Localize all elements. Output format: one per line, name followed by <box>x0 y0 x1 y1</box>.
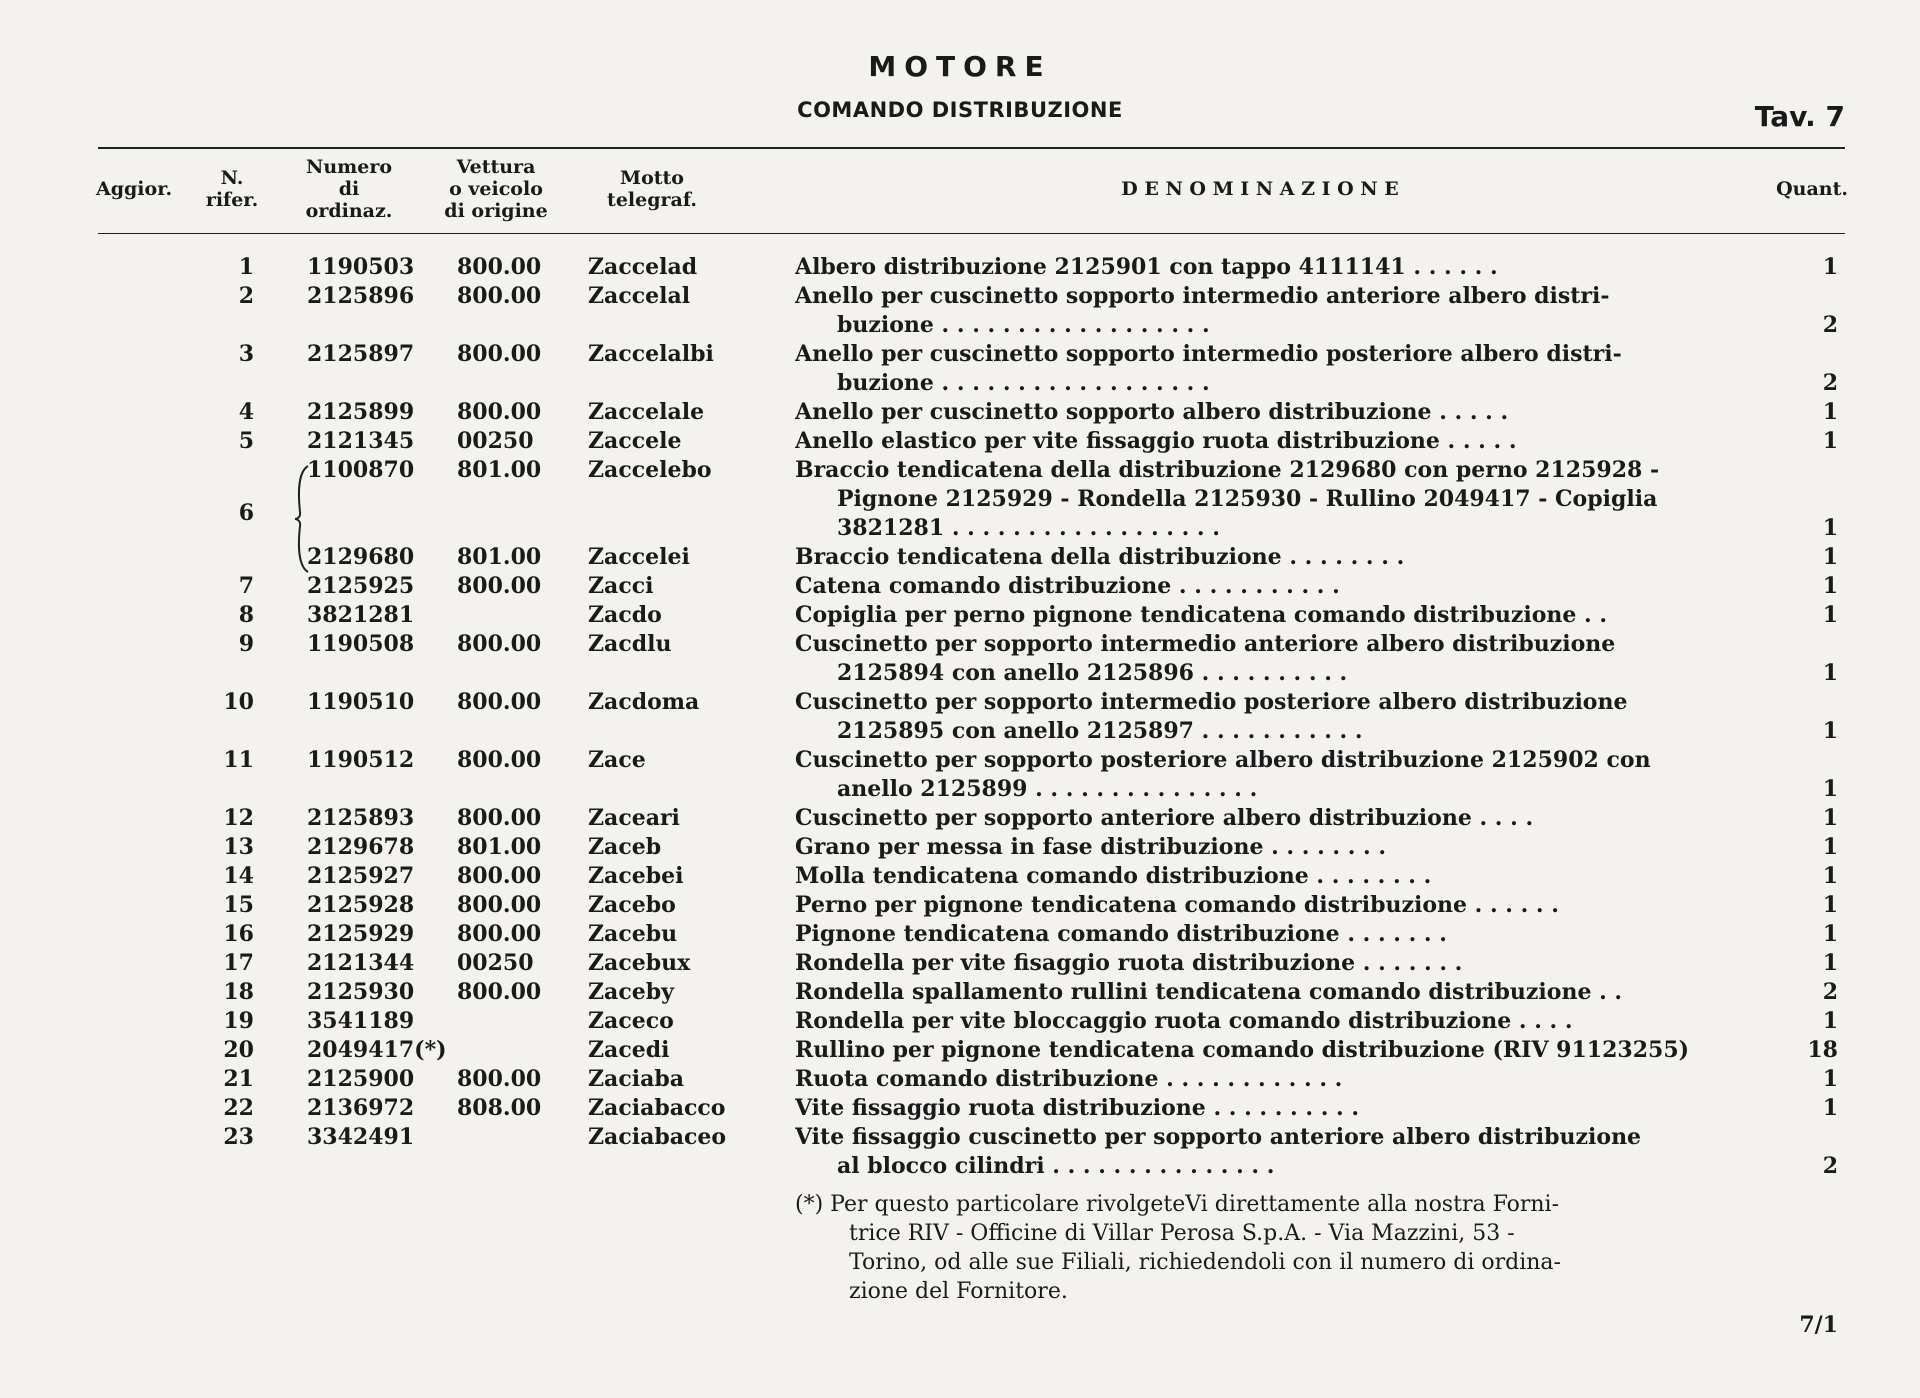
table-reference: Tav. 7 <box>1754 100 1845 133</box>
description-cell <box>795 1123 1765 1181</box>
rifer-cell: 2 <box>238 283 254 309</box>
col-numero: Numero di ordinaz. <box>305 156 393 222</box>
order-number-cell: 2129678 <box>307 834 415 860</box>
description-line: Ruota comando distribuzione . . . . . . . . . . . . <box>795 1066 1343 1092</box>
footnote-line: zione del Fornitore. <box>849 1279 1068 1304</box>
order-number-cell: 1100870 <box>307 457 415 483</box>
rifer-cell: 20 <box>223 1037 254 1063</box>
description-line: Vite fissaggio ruota distribuzione . . . . . . . . . . <box>795 1095 1359 1121</box>
order-number-cell: 1190508 <box>307 631 415 657</box>
col-motto: Motto telegraf. <box>607 167 697 211</box>
description-line: Anello per cuscinetto sopporto intermedio posteriore albero distri- <box>795 341 1622 367</box>
telegraph-code-cell: Zaceco <box>588 1008 674 1034</box>
page-subtitle: COMANDO DISTRIBUZIONE <box>797 98 1123 122</box>
description-cell <box>795 891 1765 920</box>
description-line: al blocco cilindri . . . . . . . . . . . . . . . <box>837 1153 1275 1179</box>
description-line: Pignone tendicatena comando distribuzione . . . . . . . <box>795 921 1447 947</box>
rifer-cell: 18 <box>223 979 254 1005</box>
rifer-cell: 8 <box>238 602 254 628</box>
description-cell <box>795 804 1765 833</box>
description-cell <box>795 253 1765 282</box>
description-line: Cuscinetto per sopporto intermedio anteriore albero distribuzione <box>795 631 1616 657</box>
description-line: Braccio tendicatena della distribuzione . . . . . . . . <box>795 544 1405 570</box>
vehicle-origin-cell: 801.00 <box>457 457 542 483</box>
quantity-cell: 1 <box>1822 254 1838 280</box>
description-line: Catena comando distribuzione . . . . . . . . . . . <box>795 573 1340 599</box>
description-line: Anello per cuscinetto sopporto intermedio anteriore albero distri- <box>795 283 1610 309</box>
vehicle-origin-cell: 00250 <box>457 428 534 454</box>
description-cell <box>795 1036 1765 1065</box>
telegraph-code-cell: Zacebei <box>588 863 684 889</box>
telegraph-code-cell: Zaccelale <box>588 399 705 425</box>
order-number-cell: 2121344 <box>307 950 415 976</box>
vehicle-origin-cell: 801.00 <box>457 544 542 570</box>
group-brace <box>294 464 310 574</box>
rifer-cell: 7 <box>238 573 254 599</box>
vehicle-origin-cell: 800.00 <box>457 573 542 599</box>
order-number-cell: 2129680 <box>307 544 415 570</box>
description-line: Albero distribuzione 2125901 con tappo 4111141 . . . . . . <box>795 254 1498 280</box>
vehicle-origin-cell: 800.00 <box>457 892 542 918</box>
footnote-line: trice RIV - Officine di Villar Perosa S.p.A. - Via Mazzini, 53 - <box>849 1221 1515 1246</box>
rifer-cell: 4 <box>238 399 254 425</box>
quantity-cell: 1 <box>1822 892 1838 918</box>
description-cell <box>795 1007 1765 1036</box>
telegraph-code-cell: Zaceby <box>588 979 674 1005</box>
description-line: Vite fissaggio cuscinetto per sopporto anteriore albero distribuzione <box>795 1124 1642 1150</box>
description-line: Pignone 2125929 - Rondella 2125930 - Rullino 2049417 - Copiglia <box>837 486 1658 512</box>
order-number-cell: 2125897 <box>307 341 415 367</box>
vehicle-origin-cell: 800.00 <box>457 254 542 280</box>
quantity-cell: 1 <box>1822 950 1838 976</box>
description-cell <box>795 978 1765 1007</box>
quantity-cell: 1 <box>1822 921 1838 947</box>
telegraph-code-cell: Zacebu <box>588 921 678 947</box>
rifer-cell: 3 <box>238 341 254 367</box>
rifer-cell: 22 <box>223 1095 254 1121</box>
vehicle-origin-cell: 800.00 <box>457 921 542 947</box>
quantity-cell: 1 <box>1822 602 1838 628</box>
description-line: Cuscinetto per sopporto anteriore albero distribuzione . . . . <box>795 805 1534 831</box>
description-cell <box>795 340 1765 398</box>
telegraph-code-cell: Zaceb <box>588 834 662 860</box>
order-number-cell: 2125925 <box>307 573 415 599</box>
vehicle-origin-cell: 800.00 <box>457 283 542 309</box>
telegraph-code-cell: Zacdoma <box>588 689 700 715</box>
rifer-cell: 11 <box>223 747 254 773</box>
description-cell <box>795 949 1765 978</box>
description-line: Anello elastico per vite fissaggio ruota distribuzione . . . . . <box>795 428 1517 454</box>
vehicle-origin-cell: 808.00 <box>457 1095 542 1121</box>
quantity-cell: 1 <box>1822 660 1838 686</box>
order-number-cell: 2125928 <box>307 892 415 918</box>
telegraph-code-cell: Zacebux <box>588 950 691 976</box>
rifer-cell: 14 <box>223 863 254 889</box>
header-rule-bottom <box>98 233 1845 234</box>
quantity-cell: 1 <box>1822 544 1838 570</box>
quantity-cell: 1 <box>1822 834 1838 860</box>
description-line: buzione . . . . . . . . . . . . . . . . . . <box>837 370 1210 396</box>
vehicle-origin-cell: 800.00 <box>457 689 542 715</box>
vehicle-origin-cell: 800.00 <box>457 747 542 773</box>
quantity-cell: 1 <box>1822 399 1838 425</box>
rifer-cell: 21 <box>223 1066 254 1092</box>
telegraph-code-cell: Zaccelal <box>588 283 691 309</box>
order-number-cell: 2125929 <box>307 921 415 947</box>
col-quant: Quant. <box>1776 178 1848 200</box>
order-number-cell: 1190512 <box>307 747 415 773</box>
telegraph-code-cell: Zaccele <box>588 428 682 454</box>
description-cell <box>795 543 1765 572</box>
rifer-cell: 12 <box>223 805 254 831</box>
description-cell <box>795 601 1765 630</box>
footnote-line: (*) Per questo particolare rivolgeteVi direttamente alla nostra Forni- <box>795 1192 1560 1217</box>
description-line: Molla tendicatena comando distribuzione . . . . . . . . <box>795 863 1432 889</box>
rifer-cell: 10 <box>223 689 254 715</box>
telegraph-code-cell: Zaccelebo <box>588 457 712 483</box>
telegraph-code-cell: Zaciabaceo <box>588 1124 727 1150</box>
order-number-cell: 3342491 <box>307 1124 415 1150</box>
description-line: Anello per cuscinetto sopporto albero distribuzione . . . . . <box>795 399 1509 425</box>
description-line: Perno per pignone tendicatena comando distribuzione . . . . . . <box>795 892 1559 918</box>
telegraph-code-cell: Zaccelad <box>588 254 698 280</box>
footnote <box>795 1190 1765 1306</box>
order-number-cell: 2125900 <box>307 1066 415 1092</box>
col-rifer: N. rifer. <box>205 167 259 211</box>
quantity-cell: 2 <box>1822 1153 1838 1179</box>
col-denominazione: D E N O M I N A Z I O N E <box>1121 178 1399 200</box>
quantity-cell: 1 <box>1822 1008 1838 1034</box>
description-line: Cuscinetto per sopporto intermedio posteriore albero distribuzione <box>795 689 1628 715</box>
vehicle-origin-cell: 800.00 <box>457 979 542 1005</box>
description-line: buzione . . . . . . . . . . . . . . . . . . <box>837 312 1210 338</box>
description-line: Cuscinetto per sopporto posteriore albero distribuzione 2125902 con <box>795 747 1651 773</box>
description-cell <box>795 688 1765 746</box>
quantity-cell: 1 <box>1822 1066 1838 1092</box>
quantity-cell: 1 <box>1822 776 1838 802</box>
description-line: Copiglia per perno pignone tendicatena comando distribuzione . . <box>795 602 1608 628</box>
description-line: 2125895 con anello 2125897 . . . . . . . . . . . <box>837 718 1363 744</box>
telegraph-code-cell: Zacebo <box>588 892 676 918</box>
description-line: Rondella per vite bloccaggio ruota comando distribuzione . . . . <box>795 1008 1573 1034</box>
telegraph-code-cell: Zaccelalbi <box>588 341 714 367</box>
page-number: 7/1 <box>1799 1312 1838 1338</box>
quantity-cell: 2 <box>1822 370 1838 396</box>
description-line: Rullino per pignone tendicatena comando distribuzione (RIV 91123255) <box>795 1037 1690 1063</box>
order-number-cell: 3541189 <box>307 1008 415 1034</box>
rifer-cell: 17 <box>223 950 254 976</box>
quantity-cell: 1 <box>1822 1095 1838 1121</box>
page-title: MOTORE <box>868 50 1052 83</box>
telegraph-code-cell: Zacdlu <box>588 631 672 657</box>
description-cell <box>795 1065 1765 1094</box>
col-vettura: Vettura o veicolo di origine <box>444 156 548 222</box>
description-cell <box>795 572 1765 601</box>
quantity-cell: 2 <box>1822 312 1838 338</box>
rifer-cell: 9 <box>238 631 254 657</box>
telegraph-code-cell: Zacci <box>588 573 654 599</box>
vehicle-origin-cell: 00250 <box>457 950 534 976</box>
quantity-cell: 1 <box>1822 805 1838 831</box>
rifer-cell: 5 <box>238 428 254 454</box>
order-number-cell: 2125893 <box>307 805 415 831</box>
description-cell <box>795 630 1765 688</box>
order-number-cell: 1190510 <box>307 689 415 715</box>
description-cell <box>795 456 1765 543</box>
description-line: anello 2125899 . . . . . . . . . . . . . . . <box>837 776 1258 802</box>
order-number-cell: 2125896 <box>307 283 415 309</box>
telegraph-code-cell: Zaciabacco <box>588 1095 726 1121</box>
telegraph-code-cell: Zaciaba <box>588 1066 684 1092</box>
description-cell <box>795 1094 1765 1123</box>
description-cell <box>795 746 1765 804</box>
order-number-cell: 3821281 <box>307 602 415 628</box>
rifer-cell: 15 <box>223 892 254 918</box>
order-number-cell: 1190503 <box>307 254 415 280</box>
quantity-cell: 18 <box>1807 1037 1838 1063</box>
description-line: 3821281 . . . . . . . . . . . . . . . . . . <box>837 515 1220 541</box>
description-cell <box>795 920 1765 949</box>
quantity-cell: 1 <box>1822 428 1838 454</box>
quantity-cell: 1 <box>1822 863 1838 889</box>
rifer-cell: 13 <box>223 834 254 860</box>
telegraph-code-cell: Zacedi <box>588 1037 670 1063</box>
vehicle-origin-cell: 800.00 <box>457 631 542 657</box>
rifer-cell: 1 <box>238 254 254 280</box>
description-line: Braccio tendicatena della distribuzione 2129680 con perno 2125928 - <box>795 457 1660 483</box>
description-cell <box>795 398 1765 427</box>
description-line: Rondella spallamento rullini tendicatena comando distribuzione . . <box>795 979 1623 1005</box>
quantity-cell: 1 <box>1822 573 1838 599</box>
quantity-cell: 1 <box>1822 718 1838 744</box>
footnote-line: Torino, od alle sue Filiali, richiedendoli con il numero di ordina- <box>849 1250 1561 1275</box>
telegraph-code-cell: Zaceari <box>588 805 680 831</box>
col-aggior: Aggior. <box>96 178 173 200</box>
order-number-cell: 2049417(*) <box>307 1037 447 1063</box>
quantity-cell: 2 <box>1822 979 1838 1005</box>
vehicle-origin-cell: 800.00 <box>457 341 542 367</box>
telegraph-code-cell: Zacdo <box>588 602 662 628</box>
header-rule-top <box>98 147 1845 149</box>
vehicle-origin-cell: 800.00 <box>457 805 542 831</box>
description-cell <box>795 862 1765 891</box>
vehicle-origin-cell: 800.00 <box>457 1066 542 1092</box>
telegraph-code-cell: Zace <box>588 747 646 773</box>
description-line: Grano per messa in fase distribuzione . . . . . . . . <box>795 834 1387 860</box>
order-number-cell: 2125927 <box>307 863 415 889</box>
rifer-cell: 19 <box>223 1008 254 1034</box>
rifer-cell: 16 <box>223 921 254 947</box>
order-number-cell: 2125899 <box>307 399 415 425</box>
vehicle-origin-cell: 800.00 <box>457 399 542 425</box>
order-number-cell: 2136972 <box>307 1095 415 1121</box>
description-cell <box>795 833 1765 862</box>
order-number-cell: 2125930 <box>307 979 415 1005</box>
description-cell <box>795 427 1765 456</box>
telegraph-code-cell: Zaccelei <box>588 544 690 570</box>
group-label: 6 <box>238 500 254 526</box>
description-line: Rondella per vite fisaggio ruota distribuzione . . . . . . . <box>795 950 1463 976</box>
vehicle-origin-cell: 800.00 <box>457 863 542 889</box>
description-line: 2125894 con anello 2125896 . . . . . . . . . . <box>837 660 1348 686</box>
rifer-cell: 23 <box>223 1124 254 1150</box>
vehicle-origin-cell: 801.00 <box>457 834 542 860</box>
description-cell <box>795 282 1765 340</box>
order-number-cell: 2121345 <box>307 428 415 454</box>
quantity-cell: 1 <box>1822 515 1838 541</box>
